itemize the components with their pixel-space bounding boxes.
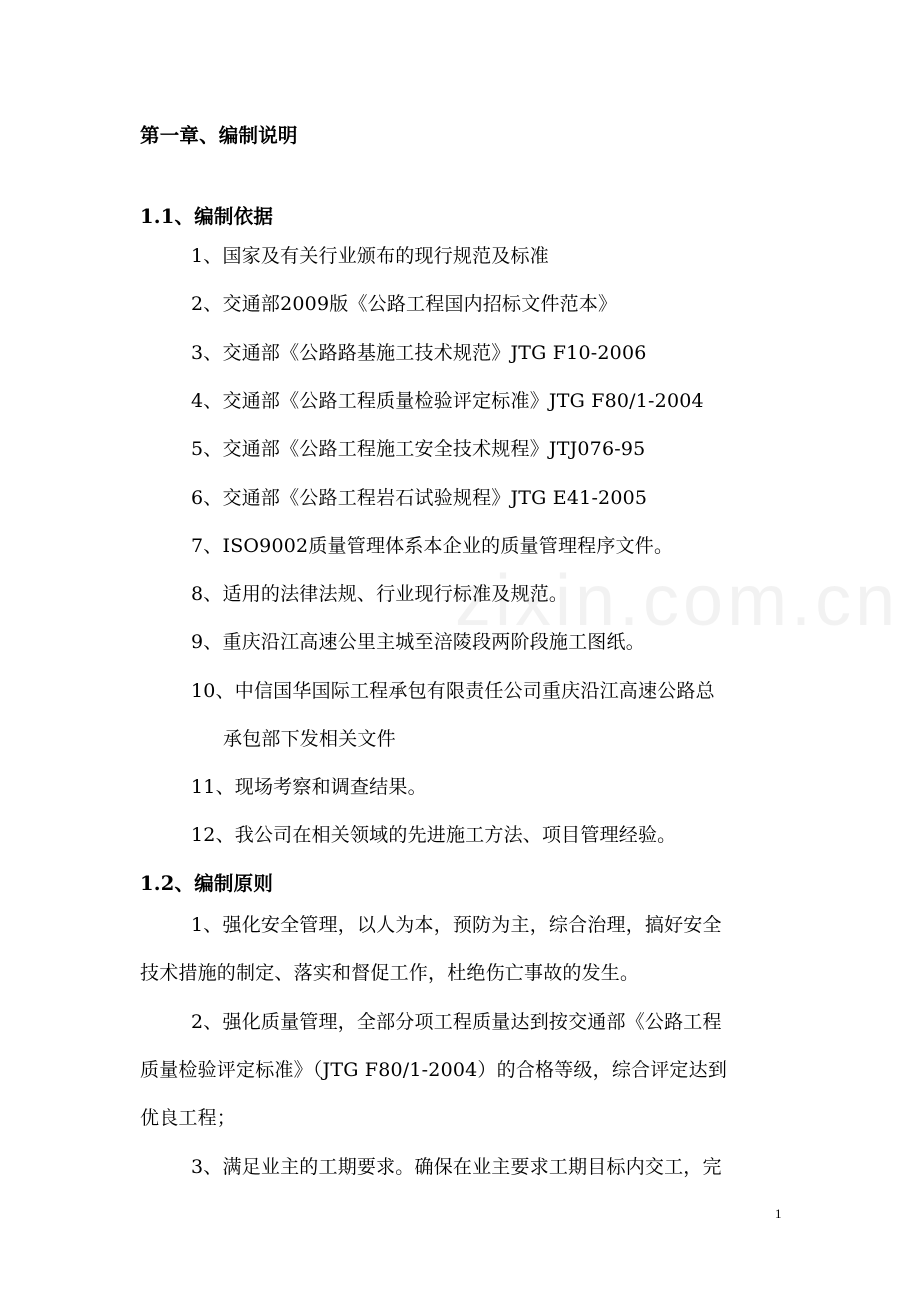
list-item: 1、国家及有关行业颁布的现行规范及标准 bbox=[191, 245, 549, 267]
list-item: 2、交通部2009版《公路工程国内招标文件范本》 bbox=[191, 293, 618, 315]
chapter-title: 第一章、编制说明 bbox=[140, 124, 298, 147]
list-item: 6、交通部《公路工程岩石试验规程》JTG E41-2005 bbox=[191, 487, 648, 509]
paragraph-line: 质量检验评定标准》（JTG F80/1-2004）的合格等级，综合评定达到 bbox=[140, 1059, 728, 1081]
paragraph-first-line: 3、满足业主的工期要求。确保在业主要求工期目标内交工，完 bbox=[191, 1156, 722, 1178]
list-item: 12、我公司在相关领域的先进施工方法、项目管理经验。 bbox=[191, 824, 677, 846]
list-item: 4、交通部《公路工程质量检验评定标准》JTG F80/1-2004 bbox=[191, 390, 704, 412]
watermark: zixin.com.cn bbox=[455, 561, 900, 641]
paragraph-line: 优良工程； bbox=[140, 1107, 237, 1129]
list-item: 3、交通部《公路路基施工技术规范》JTG F10-2006 bbox=[191, 342, 647, 364]
list-item: 7、ISO9002质量管理体系本企业的质量管理程序文件。 bbox=[191, 535, 674, 557]
section-heading-principles: 1.2、编制原则 bbox=[140, 872, 274, 895]
list-item: 10、中信国华国际工程承包有限责任公司重庆沿江高速公路总 bbox=[191, 680, 715, 702]
page-number: 1 bbox=[775, 1206, 782, 1221]
list-item: 8、适用的法律法规、行业现行标准及规范。 bbox=[191, 583, 569, 605]
paragraph-first-line: 2、强化质量管理，全部分项工程质量达到按交通部《公路工程 bbox=[191, 1011, 722, 1033]
list-item-continuation: 承包部下发相关文件 bbox=[223, 728, 396, 750]
list-item: 5、交通部《公路工程施工安全技术规程》JTJ076-95 bbox=[191, 438, 646, 460]
section-heading-basis: 1.1、编制依据 bbox=[140, 205, 274, 228]
list-item: 11、现场考察和调查结果。 bbox=[191, 776, 427, 798]
paragraph-line: 技术措施的制定、落实和督促工作，杜绝伤亡事故的发生。 bbox=[140, 962, 640, 984]
list-item: 9、重庆沿江高速公里主城至涪陵段两阶段施工图纸。 bbox=[191, 631, 645, 653]
paragraph-first-line: 1、强化安全管理，以人为本，预防为主，综合治理，搞好安全 bbox=[191, 914, 722, 936]
